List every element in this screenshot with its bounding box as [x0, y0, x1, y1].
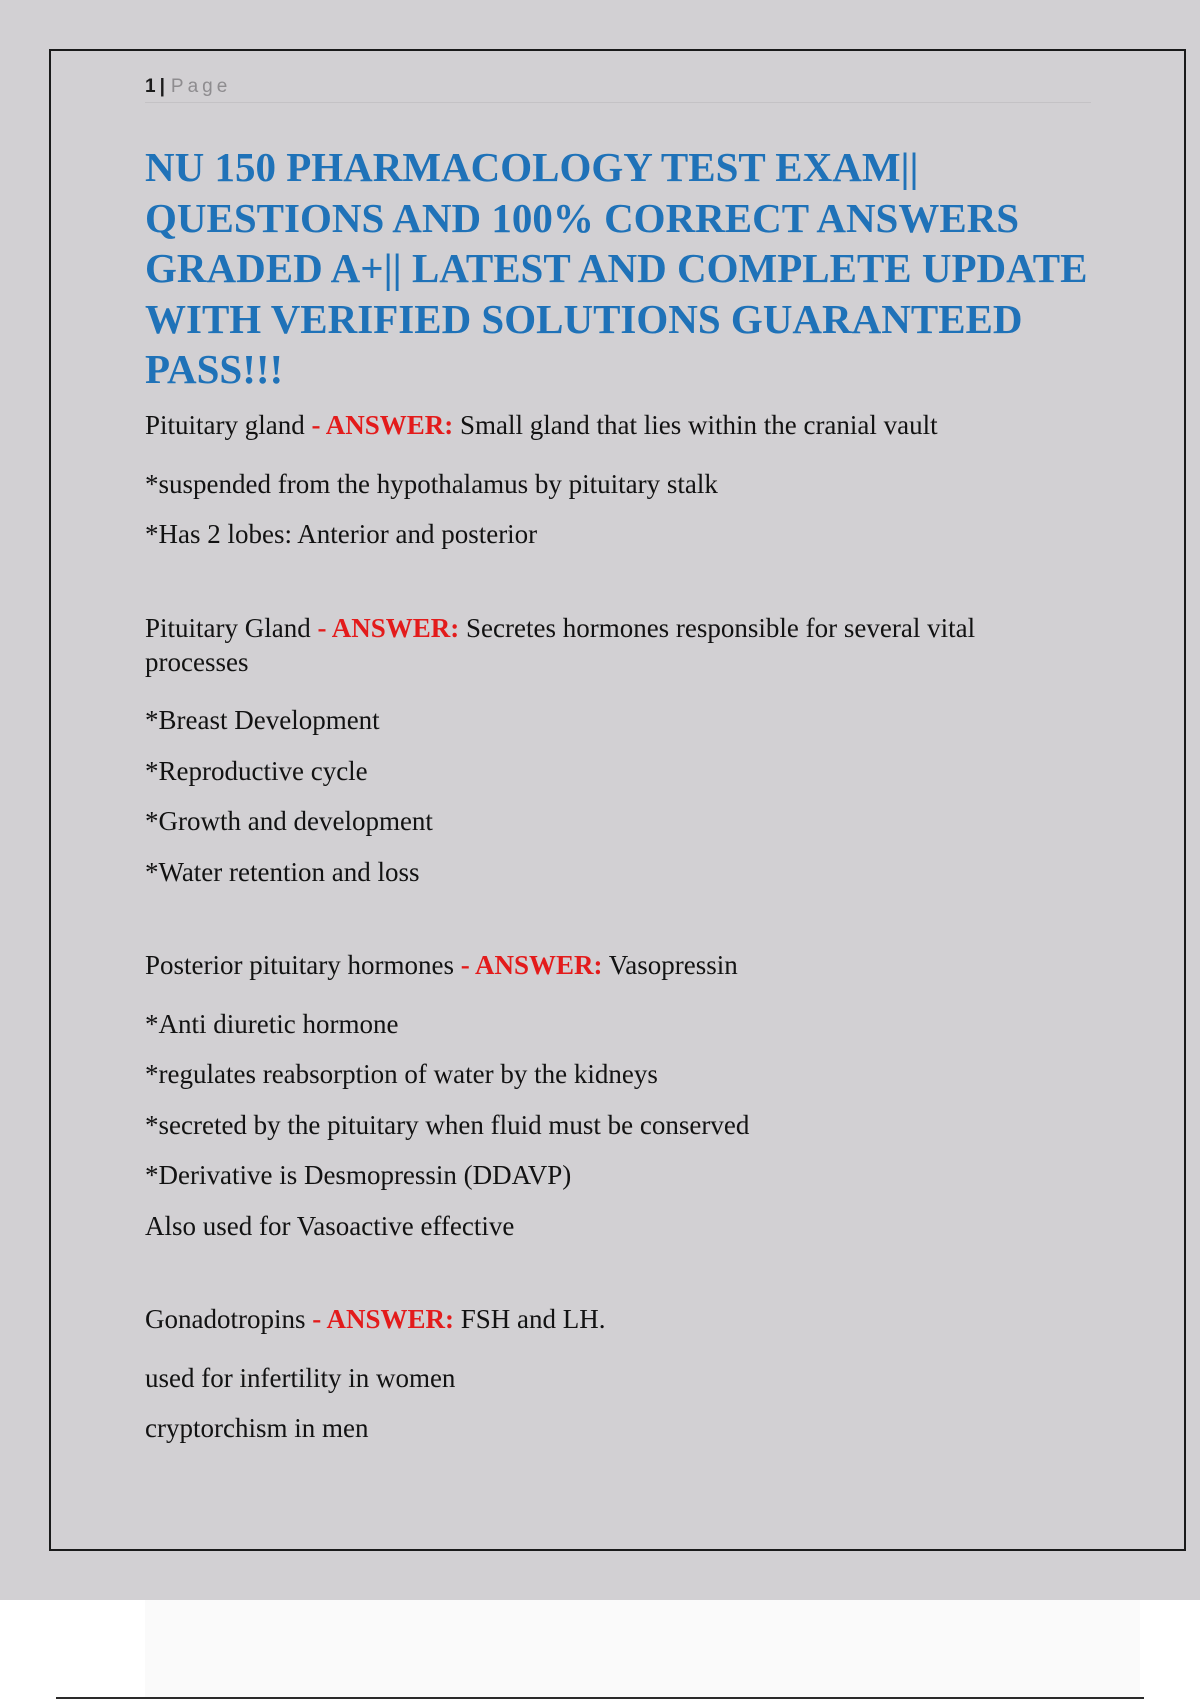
detail-line: used for infertility in women: [145, 1362, 456, 1393]
answer-marker: - ANSWER:: [311, 410, 454, 440]
qa-entry: [145, 408, 1075, 560]
page-label: Page: [170, 76, 232, 97]
qa-entry: [145, 611, 1075, 898]
detail-line: Also used for Vasoactive effective: [145, 1210, 515, 1241]
detail-line: cryptorchism in men: [145, 1413, 369, 1443]
document-title: NU 150 PHARMACOLOGY TEST EXAM|| QUESTIONS AND 100% CORRECT ANSWERS GRADED A+|| LATEST AND COMPLETE UPDATE WITH VERIFIED SOLUTIONS GUARANTEED PASS!!!: [145, 144, 1088, 392]
question-term: Pituitary Gland: [145, 612, 311, 643]
header-separator: |: [159, 76, 165, 97]
answer-text: Secretes hormones responsible for several vital processes: [145, 612, 976, 677]
question-term: Posterior pituitary hormones: [145, 950, 454, 980]
question-line: [145, 1302, 1075, 1336]
detail-line: *Has 2 lobes: Anterior and posterior: [145, 519, 538, 549]
detail-line: *Reproductive cycle: [145, 755, 368, 786]
next-page-preview: [145, 1600, 1140, 1697]
detail-line: *suspended from the hypothalamus by pituitary stalk: [145, 468, 718, 499]
next-page-rule: [56, 1697, 1144, 1699]
qa-entry: [145, 1302, 1075, 1454]
question-term: Gonadotropins: [145, 1304, 306, 1334]
question-line: [145, 408, 1075, 442]
detail-line: *Anti diuretic hormone: [145, 1008, 399, 1039]
detail-line: *Breast Development: [145, 705, 380, 735]
page-header: [145, 72, 1091, 103]
answer-text: FSH and LH.: [460, 1304, 606, 1334]
answer-marker: - ANSWER:: [460, 950, 603, 980]
question-line: [145, 948, 1075, 982]
page-number: 1: [145, 76, 156, 97]
question-term: Pituitary gland: [145, 410, 305, 440]
qa-content: [145, 408, 1075, 1505]
detail-line: *Growth and development: [145, 806, 433, 836]
detail-line: *regulates reabsorption of water by the kidneys: [145, 1059, 658, 1089]
answer-text: Vasopressin: [608, 950, 738, 980]
detail-line: *Derivative is Desmopressin (DDAVP): [145, 1160, 572, 1190]
answer-marker: - ANSWER:: [312, 1304, 454, 1334]
answer-text: Small gland that lies within the cranial vault: [460, 410, 938, 440]
detail-line: *secreted by the pituitary when fluid must be conserved: [145, 1109, 750, 1140]
answer-marker: - ANSWER:: [317, 612, 460, 643]
detail-line: *Water retention and loss: [145, 856, 420, 887]
question-line: [145, 611, 1075, 679]
qa-entry: [145, 948, 1075, 1251]
